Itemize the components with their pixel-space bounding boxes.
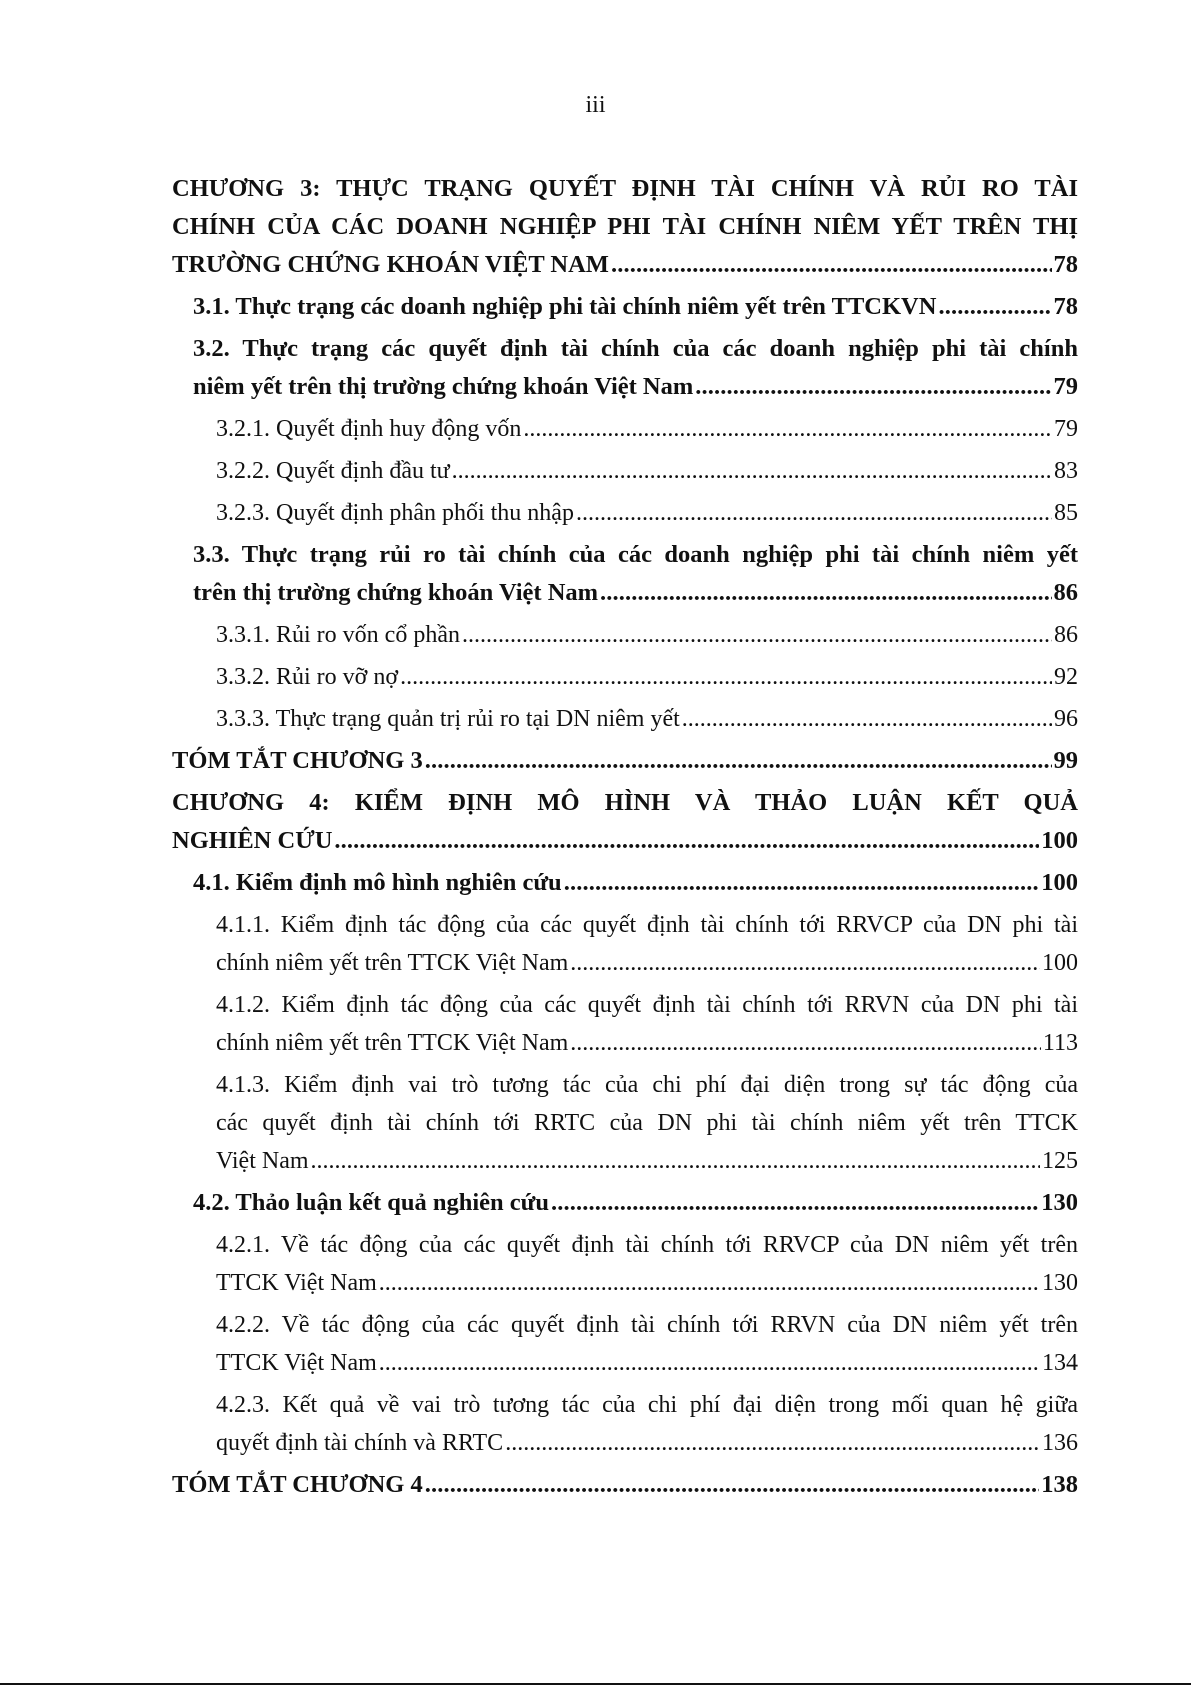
toc-entry-title-line: 3.2. Thực trạng các quyết định tài chính của các doanh nghiệp phi tài chính xyxy=(193,335,1078,362)
toc-entry[interactable] xyxy=(172,906,1078,982)
toc-page-number: 99 xyxy=(1053,747,1078,774)
toc-entry[interactable] xyxy=(172,536,1078,612)
toc-entry-title: 3.3.2. Rủi ro vỡ nợ xyxy=(216,664,399,690)
toc-entry-title-line: 4.1.2. Kiểm định tác động của các quyết định tài chính tới RRVN của DN phi tài xyxy=(216,992,1078,1018)
dot-leader xyxy=(462,616,1052,654)
toc-entry-title: TRƯỜNG CHỨNG KHOÁN VIỆT NAM xyxy=(172,251,609,278)
dot-leader xyxy=(564,864,1040,902)
toc-entry[interactable] xyxy=(172,494,1078,532)
toc-entry-title-line: CHƯƠNG 3: THỰC TRẠNG QUYẾT ĐỊNH TÀI CHÍNH VÀ RỦI RO TÀI xyxy=(172,175,1078,202)
toc-entry[interactable] xyxy=(172,986,1078,1062)
dot-leader xyxy=(452,452,1052,490)
toc-entry-title: TÓM TẮT CHƯƠNG 4 xyxy=(172,1471,423,1498)
toc-entry[interactable] xyxy=(172,1386,1078,1462)
dot-leader xyxy=(938,288,1051,326)
toc-page-number: 113 xyxy=(1042,1030,1078,1056)
toc-entry[interactable] xyxy=(172,452,1078,490)
toc-entry-title: 3.2.1. Quyết định huy động vốn xyxy=(216,416,522,442)
toc-entry-title: 3.3.3. Thực trạng quản trị rủi ro tại DN niêm yết xyxy=(216,706,680,732)
toc-entry-title-line: 3.3. Thực trạng rủi ro tài chính của các doanh nghiệp phi tài chính niêm yết xyxy=(193,541,1078,568)
dot-leader xyxy=(611,246,1052,284)
toc-page-number: 86 xyxy=(1054,622,1078,648)
toc-page-number: 78 xyxy=(1053,251,1078,278)
dot-leader xyxy=(425,1466,1040,1504)
toc-entry-title: TTCK Việt Nam xyxy=(216,1350,377,1376)
dot-leader xyxy=(400,658,1052,696)
toc-entry-title-line: 4.2.1. Về tác động của các quyết định tài chính tới RRVCP của DN niêm yết trên xyxy=(216,1232,1078,1258)
dot-leader xyxy=(505,1424,1040,1462)
toc-entry-title-line: các quyết định tài chính tới RRTC của DN phi tài chính niêm yết trên TTCK xyxy=(216,1110,1078,1136)
toc-page-number: 79 xyxy=(1053,373,1078,400)
toc-entry-title: TTCK Việt Nam xyxy=(216,1270,377,1296)
dot-leader xyxy=(682,700,1052,738)
toc-entry[interactable] xyxy=(172,784,1078,860)
toc-entry-title: NGHIÊN CỨU xyxy=(172,827,333,854)
toc-page-number: 96 xyxy=(1054,706,1078,732)
toc-page-number: 92 xyxy=(1054,664,1078,690)
toc-entry[interactable] xyxy=(172,170,1078,284)
toc-entry[interactable] xyxy=(172,864,1078,902)
dot-leader xyxy=(600,574,1051,612)
table-of-contents xyxy=(172,170,1078,1508)
toc-entry-title-line: 4.2.3. Kết quả về vai trò tương tác của chi phí đại diện trong mối quan hệ giữa xyxy=(216,1392,1078,1418)
toc-entry-title: 4.1. Kiểm định mô hình nghiên cứu xyxy=(193,869,562,896)
toc-entry-title-line: CHÍNH CỦA CÁC DOANH NGHIỆP PHI TÀI CHÍNH NIÊM YẾT TRÊN THỊ xyxy=(172,213,1078,240)
dot-leader xyxy=(570,944,1040,982)
toc-entry-title: Việt Nam xyxy=(216,1148,309,1174)
toc-page-number: 100 xyxy=(1042,950,1078,976)
toc-entry-title-line: 4.1.3. Kiểm định vai trò tương tác của chi phí đại diện trong sự tác động của xyxy=(216,1072,1078,1098)
toc-entry-title-line: 4.1.1. Kiểm định tác động của các quyết định tài chính tới RRVCP của DN phi tài xyxy=(216,912,1078,938)
toc-page-number: 78 xyxy=(1053,293,1078,320)
toc-entry[interactable] xyxy=(172,1066,1078,1180)
toc-page-number: 100 xyxy=(1041,869,1078,896)
toc-entry-title: TÓM TẮT CHƯƠNG 3 xyxy=(172,747,423,774)
toc-page-number: 130 xyxy=(1042,1270,1078,1296)
toc-entry-title: niêm yết trên thị trường chứng khoán Việt Nam xyxy=(193,373,694,400)
toc-page-number: 86 xyxy=(1053,579,1078,606)
toc-page-number: 130 xyxy=(1041,1189,1078,1216)
dot-leader xyxy=(576,494,1052,532)
toc-entry-title: 3.1. Thực trạng các doanh nghiệp phi tài chính niêm yết trên TTCKVN xyxy=(193,293,937,320)
toc-entry-title: 3.2.3. Quyết định phân phối thu nhập xyxy=(216,500,574,526)
toc-page-number: 125 xyxy=(1042,1148,1078,1174)
toc-page-number: 134 xyxy=(1042,1350,1078,1376)
dot-leader xyxy=(334,822,1039,860)
toc-page-number: 138 xyxy=(1041,1471,1078,1498)
toc-entry[interactable] xyxy=(172,1184,1078,1222)
toc-entry-title: quyết định tài chính và RRTC xyxy=(216,1430,504,1456)
toc-entry[interactable] xyxy=(172,410,1078,448)
toc-entry[interactable] xyxy=(172,658,1078,696)
toc-entry[interactable] xyxy=(172,1226,1078,1302)
dot-leader xyxy=(425,742,1052,780)
dot-leader xyxy=(379,1344,1040,1382)
dot-leader xyxy=(523,410,1052,448)
toc-entry-title: 4.2. Thảo luận kết quả nghiên cứu xyxy=(193,1189,550,1216)
dot-leader xyxy=(379,1264,1040,1302)
page-number: iii xyxy=(585,92,606,118)
toc-entry-title-line: 4.2.2. Về tác động của các quyết định tài chính tới RRVN của DN niêm yết trên xyxy=(216,1312,1078,1338)
toc-entry-title: 3.3.1. Rủi ro vốn cổ phần xyxy=(216,622,460,648)
toc-entry-title: 3.2.2. Quyết định đầu tư xyxy=(216,458,450,484)
toc-entry[interactable] xyxy=(172,700,1078,738)
toc-page-number: 83 xyxy=(1054,458,1078,484)
toc-entry[interactable] xyxy=(172,330,1078,406)
dot-leader xyxy=(570,1024,1041,1062)
toc-page-number: 100 xyxy=(1041,827,1078,854)
toc-page-number: 136 xyxy=(1042,1430,1078,1456)
dot-leader xyxy=(551,1184,1039,1222)
toc-page-number: 85 xyxy=(1054,500,1078,526)
toc-entry[interactable] xyxy=(172,1306,1078,1382)
dot-leader xyxy=(695,368,1051,406)
toc-entry[interactable] xyxy=(172,1466,1078,1504)
toc-entry-title-line: CHƯƠNG 4: KIỂM ĐỊNH MÔ HÌNH VÀ THẢO LUẬN KẾT QUẢ xyxy=(172,789,1078,816)
toc-page-number: 79 xyxy=(1054,416,1078,442)
dot-leader xyxy=(311,1142,1040,1180)
toc-entry[interactable] xyxy=(172,742,1078,780)
toc-entry-title: trên thị trường chứng khoán Việt Nam xyxy=(193,579,599,606)
toc-entry-title: chính niêm yết trên TTCK Việt Nam xyxy=(216,1030,569,1056)
toc-entry[interactable] xyxy=(172,288,1078,326)
toc-entry-title: chính niêm yết trên TTCK Việt Nam xyxy=(216,950,569,976)
toc-entry[interactable] xyxy=(172,616,1078,654)
